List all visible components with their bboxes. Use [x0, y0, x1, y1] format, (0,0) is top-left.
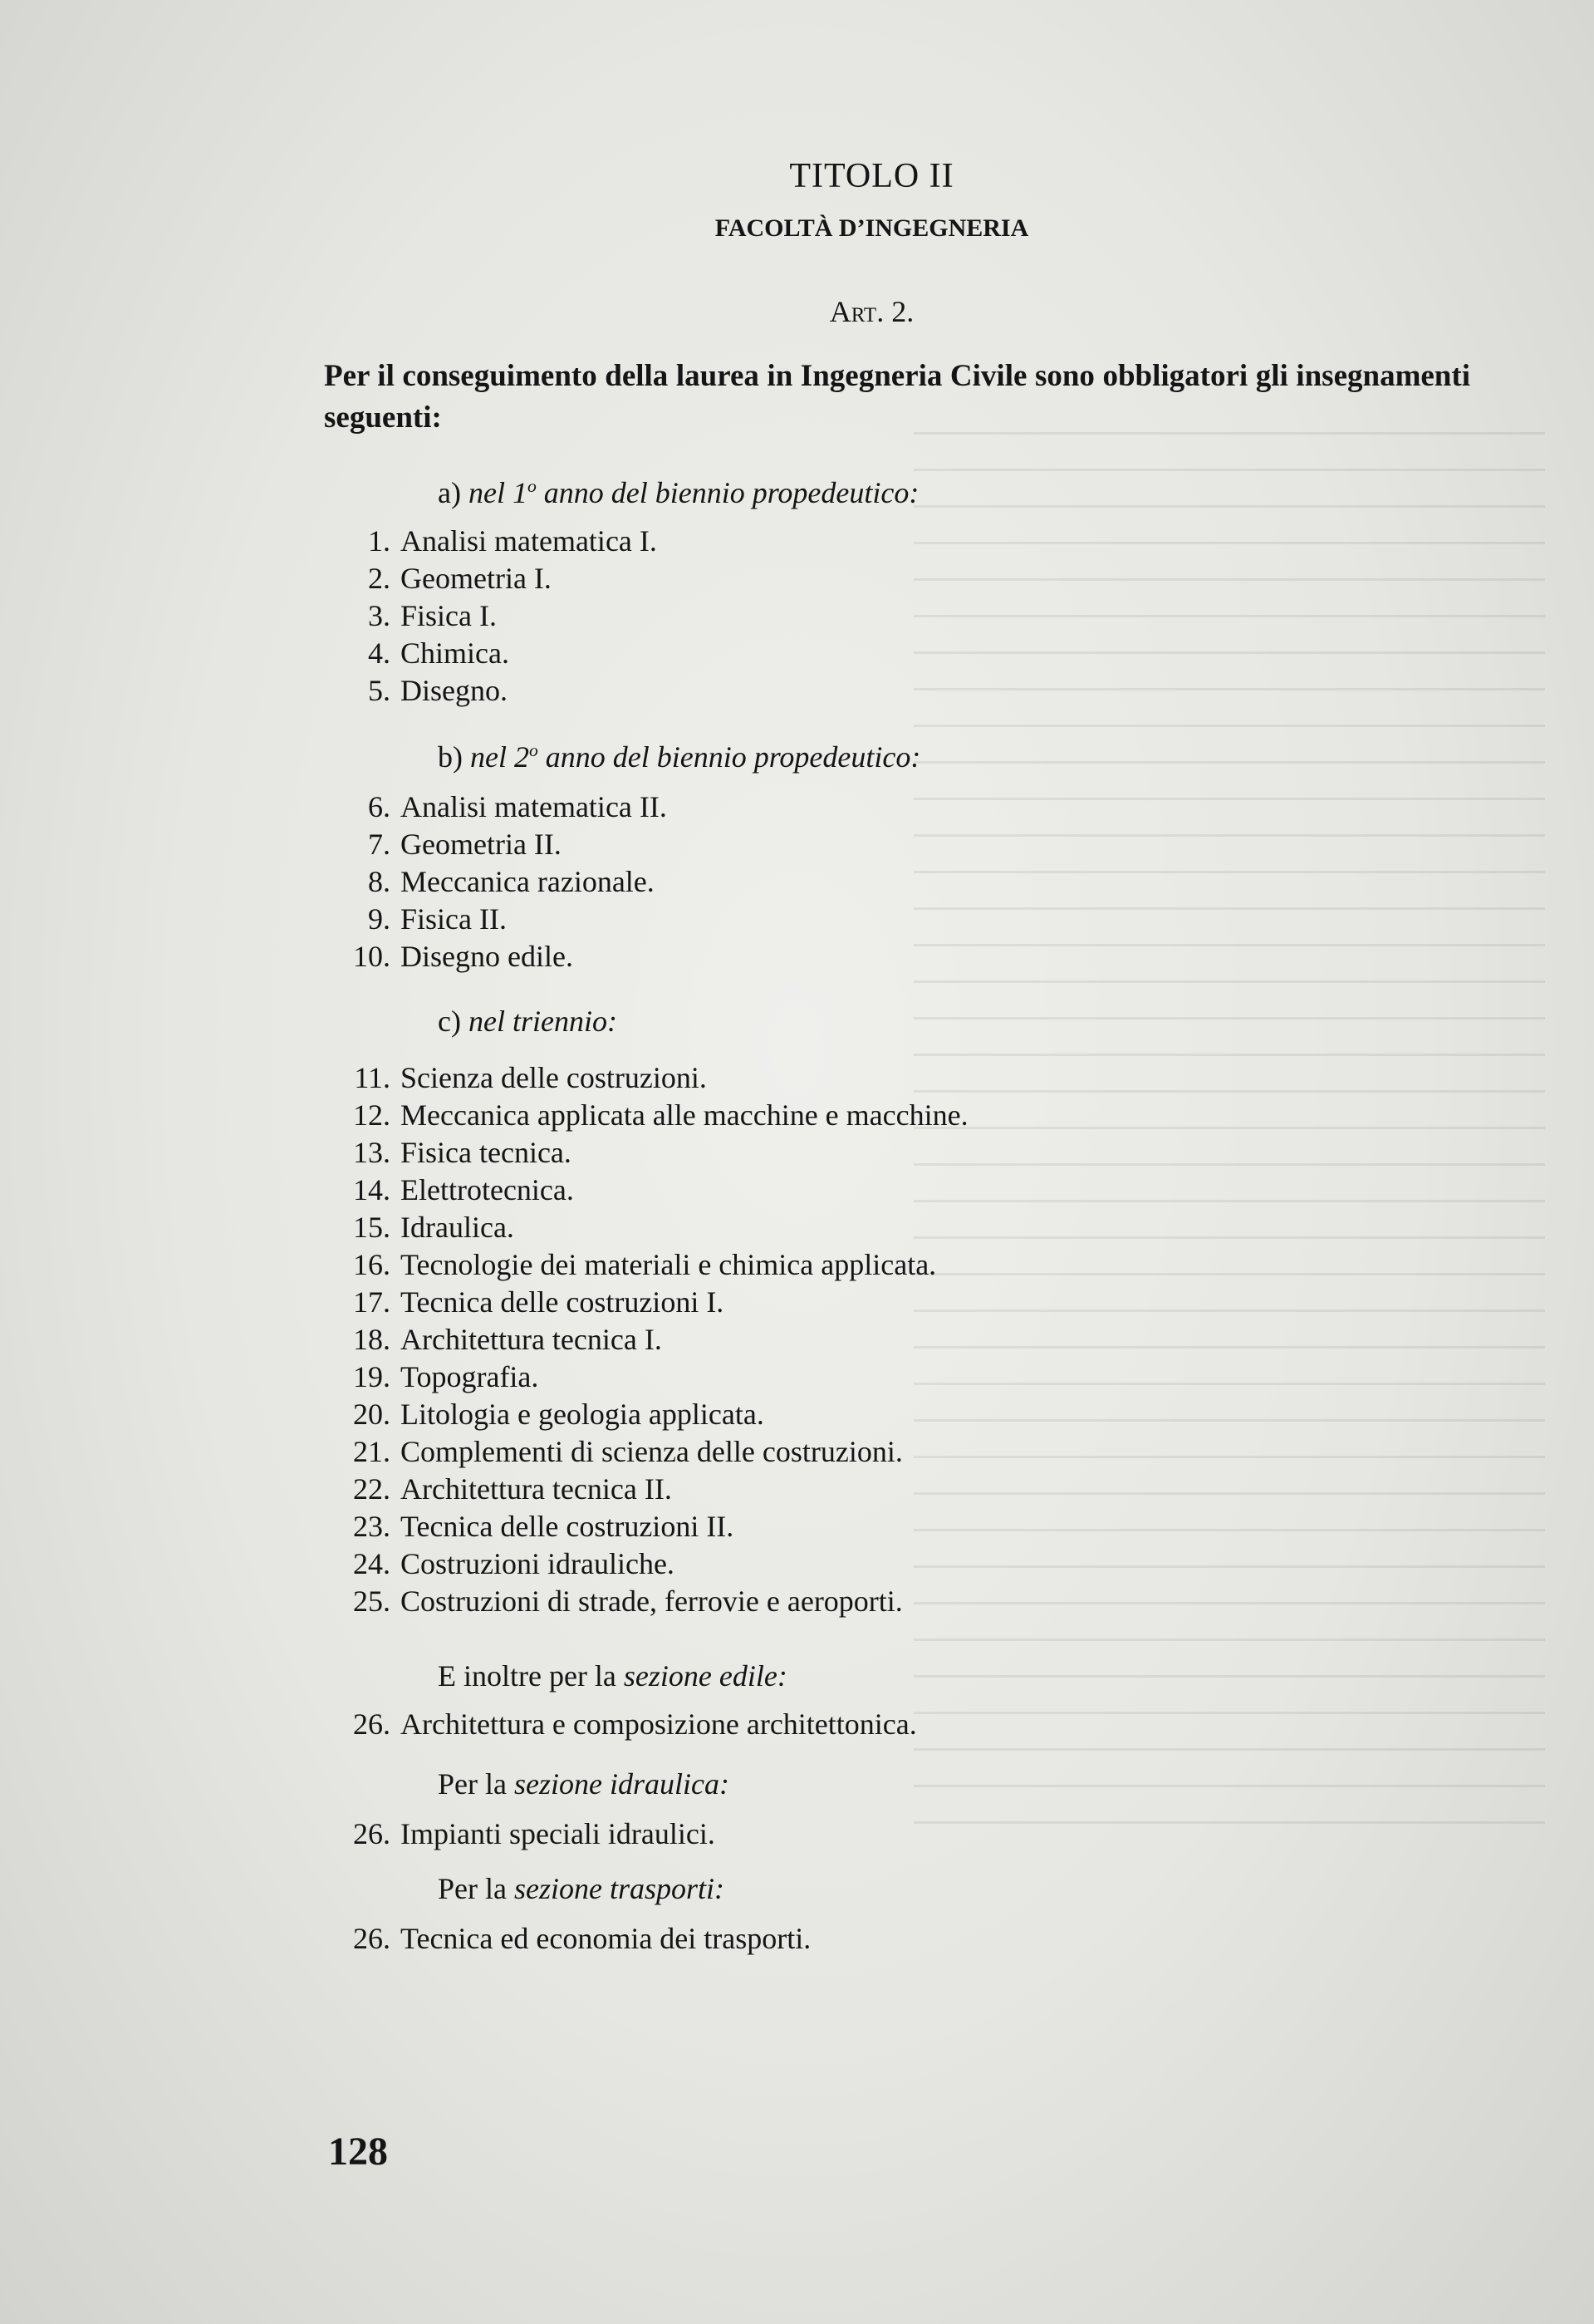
- edile-prefix: E inoltre per la: [438, 1659, 624, 1693]
- trasporti-heading: [438, 1871, 724, 1906]
- item-text: Tecnica ed economia dei trasporti.: [400, 1922, 812, 1955]
- item-text: Idraulica.: [400, 1211, 514, 1244]
- title: TITOLO II: [789, 157, 954, 195]
- section-a-prefix: a): [438, 476, 468, 509]
- item-number: 21.: [353, 1435, 390, 1468]
- item-text: Costruzioni di strade, ferrovie e aeroporti.: [400, 1585, 903, 1618]
- list-item: [324, 1210, 514, 1245]
- list-item: [324, 1584, 903, 1619]
- list-item: [324, 1816, 715, 1851]
- item-text: Geometria II.: [400, 828, 562, 861]
- item-number: 11.: [354, 1061, 390, 1094]
- item-number: 1.: [368, 524, 390, 558]
- item-text: Costruzioni idrauliche.: [400, 1547, 674, 1580]
- list-item: [324, 598, 497, 633]
- item-text: Elettrotecnica.: [400, 1173, 574, 1206]
- item-text: Tecnica delle costruzioni II.: [400, 1510, 734, 1543]
- item-number: 8.: [368, 865, 390, 898]
- item-text: Tecnica delle costruzioni I.: [400, 1285, 724, 1319]
- article-heading: Art. 2.: [829, 295, 915, 328]
- list-item: [324, 523, 657, 558]
- item-number: 5.: [368, 674, 390, 707]
- item-number: 13.: [353, 1136, 390, 1169]
- item-text: Architettura e composizione architettonica.: [400, 1707, 917, 1741]
- item-number: 16.: [353, 1248, 390, 1281]
- subtitle: FACOLTÀ D’INGEGNERIA: [714, 214, 1029, 242]
- item-text: Meccanica applicata alle macchine e macchine.: [400, 1098, 969, 1132]
- section-b-heading: [438, 739, 920, 774]
- list-item: [324, 1247, 936, 1282]
- list-item: [324, 1322, 662, 1357]
- item-text: Fisica tecnica.: [400, 1136, 571, 1169]
- page-number: 128: [328, 2130, 388, 2174]
- item-number: 23.: [353, 1510, 390, 1543]
- list-item: [324, 1921, 811, 1956]
- list-item: [324, 1546, 674, 1581]
- item-text: Disegno.: [400, 674, 508, 707]
- item-text: Architettura tecnica II.: [400, 1472, 672, 1506]
- item-text: Topografia.: [400, 1360, 539, 1393]
- trasporti-prefix: Per la: [438, 1872, 514, 1905]
- item-text: Disegno edile.: [400, 940, 573, 973]
- item-text: Impianti speciali idraulici.: [400, 1817, 715, 1850]
- item-text: Architettura tecnica I.: [400, 1323, 662, 1356]
- list-item: [324, 1172, 574, 1207]
- item-number: 3.: [368, 599, 390, 632]
- item-text: Analisi matematica II.: [400, 790, 667, 823]
- list-item: [324, 1285, 723, 1319]
- item-number: 24.: [353, 1547, 390, 1580]
- list-item: [324, 1472, 672, 1506]
- item-number: 26.: [353, 1817, 390, 1850]
- item-number: 9.: [368, 902, 390, 936]
- list-item: [324, 902, 507, 936]
- item-number: 2.: [368, 562, 390, 595]
- item-number: 4.: [368, 636, 390, 670]
- list-item: [324, 1098, 969, 1133]
- list-item: [324, 561, 552, 596]
- item-text: Meccanica razionale.: [400, 865, 655, 898]
- idraulica-label: sezione idraulica:: [513, 1767, 729, 1801]
- list-item: [324, 673, 508, 708]
- list-item: [324, 827, 562, 862]
- item-number: 12.: [353, 1098, 390, 1132]
- section-a-label: nel 1$^o$ anno del biennio propedeutico:: [468, 476, 920, 509]
- section-c-heading: [438, 1004, 617, 1039]
- item-text: Litologia e geologia applicata.: [400, 1398, 764, 1431]
- item-text: Geometria I.: [400, 562, 552, 595]
- item-number: 26.: [353, 1707, 390, 1741]
- item-number: 14.: [353, 1173, 390, 1206]
- edile-label: sezione edile:: [623, 1659, 787, 1693]
- item-text: Chimica.: [400, 636, 509, 670]
- idraulica-prefix: Per la: [438, 1767, 514, 1801]
- item-number: 26.: [353, 1922, 390, 1955]
- item-text: Complementi di scienza delle costruzioni.: [400, 1435, 903, 1468]
- item-text: Fisica II.: [400, 902, 507, 936]
- list-item: [324, 636, 509, 671]
- item-number: 19.: [353, 1360, 390, 1393]
- item-number: 25.: [353, 1585, 390, 1618]
- item-text: Analisi matematica I.: [400, 524, 657, 558]
- section-a-heading: [438, 475, 919, 510]
- item-number: 7.: [368, 828, 390, 861]
- intro-paragraph: Per il conseguimento della laurea in Ingegneria Civile sono obbligatori gli insegnamenti seguenti:: [324, 359, 1470, 435]
- item-text: Tecnologie dei materiali e chimica applicata.: [400, 1248, 937, 1281]
- idraulica-heading: [438, 1766, 729, 1801]
- item-number: 22.: [353, 1472, 390, 1506]
- item-number: 15.: [353, 1211, 390, 1244]
- section-c-label: nel triennio:: [468, 1005, 617, 1038]
- list-item: [324, 1397, 764, 1432]
- list-item: [324, 864, 655, 899]
- list-item: [324, 1509, 733, 1544]
- list-item: [324, 1060, 707, 1095]
- list-item: [324, 1135, 571, 1170]
- item-number: 6.: [368, 790, 390, 823]
- section-c-prefix: c): [438, 1005, 468, 1038]
- item-number: 10.: [353, 940, 390, 973]
- section-b-label: nel 2$^o$ anno del biennio propedeutico:: [470, 740, 921, 774]
- list-item: [324, 939, 573, 974]
- section-b-prefix: b): [438, 740, 470, 774]
- item-number: 17.: [353, 1285, 390, 1319]
- item-number: 20.: [353, 1398, 390, 1431]
- item-text: Scienza delle costruzioni.: [400, 1061, 707, 1094]
- list-item: [324, 789, 667, 824]
- show-through-texture: [914, 432, 1545, 1845]
- trasporti-label: sezione trasporti:: [513, 1872, 724, 1905]
- list-item: [324, 1707, 917, 1742]
- item-text: Fisica I.: [400, 599, 497, 632]
- item-number: 18.: [353, 1323, 390, 1356]
- list-item: [324, 1434, 903, 1469]
- list-item: [324, 1359, 538, 1394]
- edile-heading: [438, 1658, 787, 1693]
